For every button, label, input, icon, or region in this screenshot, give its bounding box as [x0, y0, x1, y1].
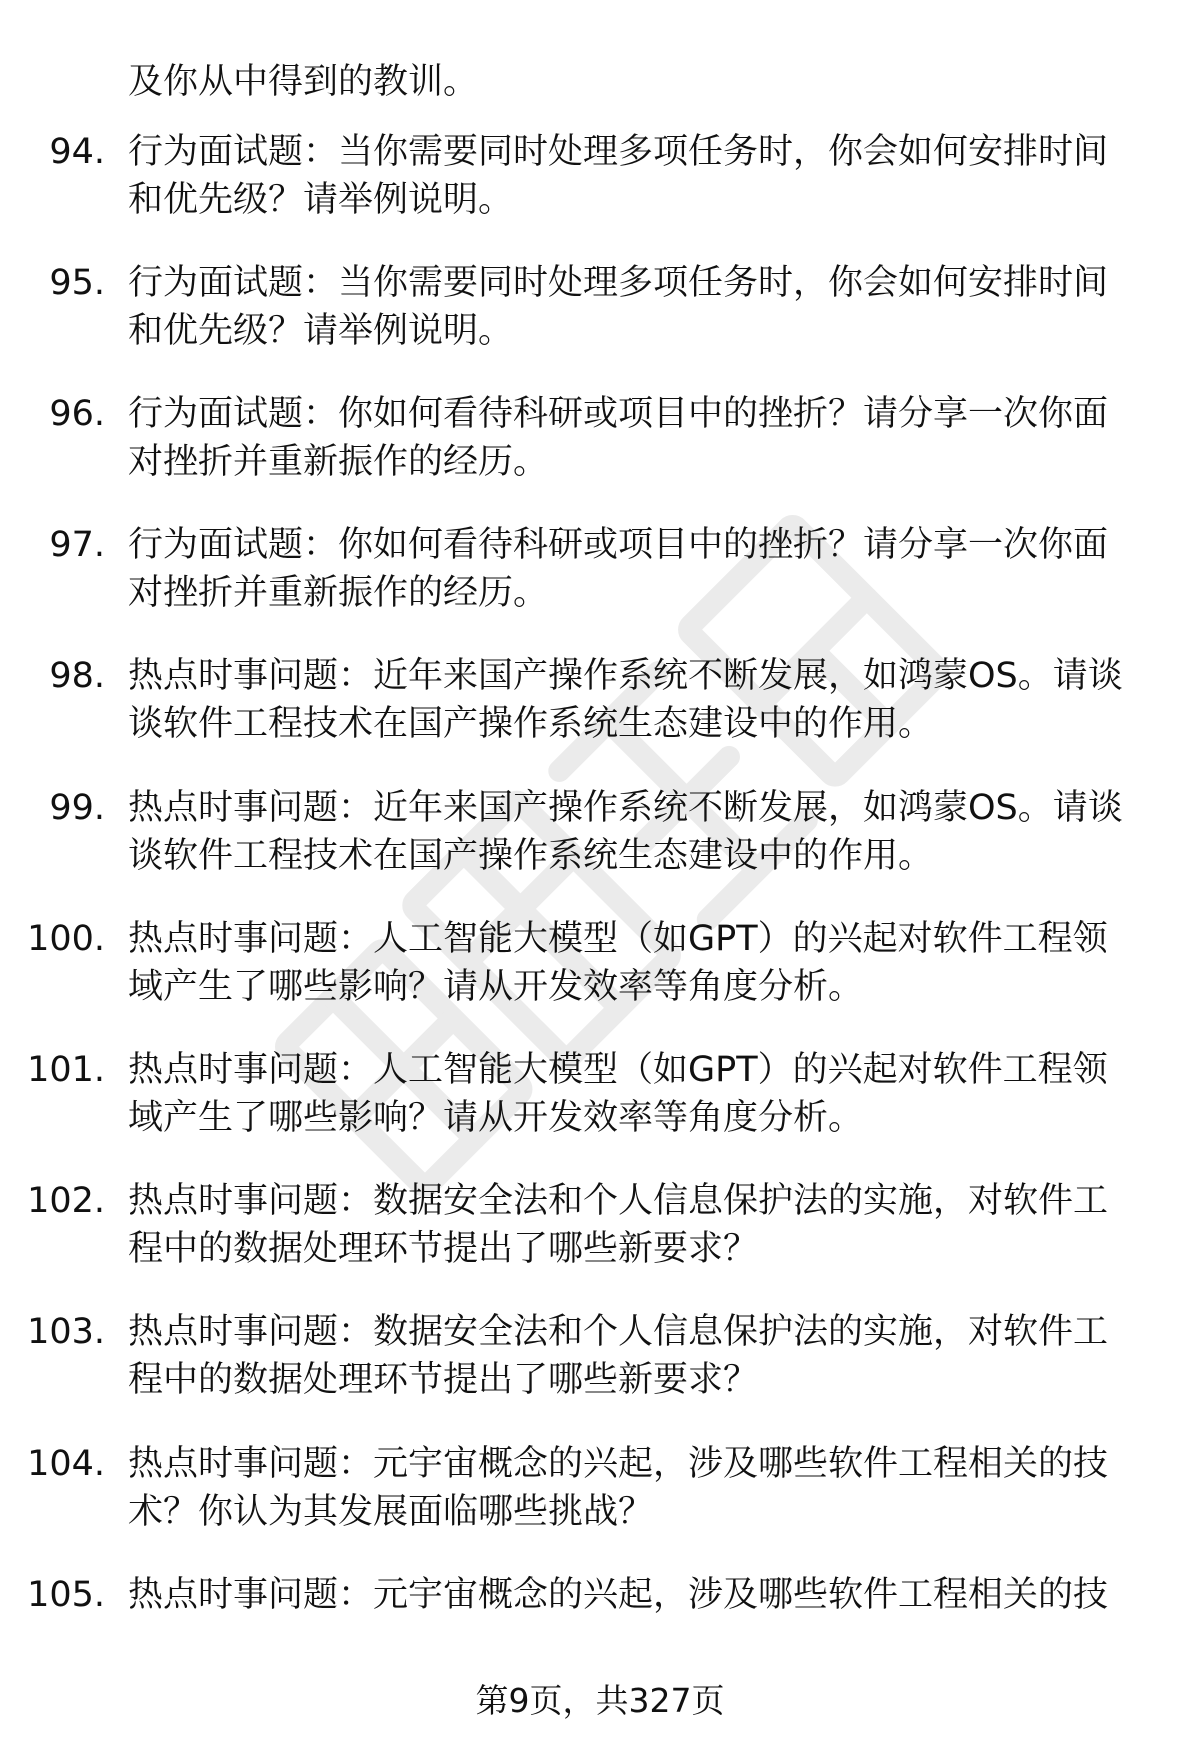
question-text-line: 域产生了哪些影响？请从开发效率等角度分析。 [128, 967, 864, 1007]
question-text-line: 域产生了哪些影响？请从开发效率等角度分析。 [128, 1098, 864, 1138]
question-number: 96. [49, 394, 105, 434]
question-number: 105. [27, 1575, 105, 1615]
question-text-line: 谈软件工程技术在国产操作系统生态建设中的作用。 [128, 704, 934, 744]
question-number: 98. [49, 656, 105, 696]
question-text-line: 热点时事问题：元宇宙概念的兴起，涉及哪些软件工程相关的技 [128, 1444, 1109, 1484]
question-text-line: 谈软件工程技术在国产操作系统生态建设中的作用。 [128, 836, 934, 876]
question-text-line: 行为面试题：当你需要同时处理多项任务时，你会如何安排时间 [128, 132, 1109, 172]
question-text-line: 对挫折并重新振作的经历。 [128, 573, 549, 613]
question-number: 100. [27, 919, 105, 959]
question-text-line: 行为面试题：你如何看待科研或项目中的挫折？请分享一次你面 [128, 525, 1109, 565]
question-number: 102. [27, 1181, 105, 1221]
question-text-line: 行为面试题：你如何看待科研或项目中的挫折？请分享一次你面 [128, 394, 1109, 434]
question-number: 104. [27, 1444, 105, 1484]
question-number: 94. [49, 132, 105, 172]
question-text-line: 行为面试题：当你需要同时处理多项任务时，你会如何安排时间 [128, 263, 1109, 303]
page-footer [0, 1677, 1200, 1725]
question-text-line: 热点时事问题：近年来国产操作系统不断发展，如鸿蒙OS。请谈 [128, 788, 1123, 828]
question-text-line: 程中的数据处理环节提出了哪些新要求？ [128, 1360, 759, 1400]
question-text-line: 热点时事问题：人工智能大模型（如GPT）的兴起对软件工程领 [128, 919, 1108, 959]
question-number: 95. [49, 263, 105, 303]
question-number: 101. [27, 1050, 105, 1090]
question-number: 99. [49, 788, 105, 828]
question-text-line: 和优先级？请举例说明。 [128, 180, 514, 220]
question-text-line: 热点时事问题：人工智能大模型（如GPT）的兴起对软件工程领 [128, 1050, 1108, 1090]
question-text-line: 术？你认为其发展面临哪些挑战？ [128, 1492, 654, 1532]
question-text-line: 热点时事问题：数据安全法和个人信息保护法的实施，对软件工 [128, 1312, 1109, 1352]
question-text-line: 热点时事问题：近年来国产操作系统不断发展，如鸿蒙OS。请谈 [128, 656, 1123, 696]
question-number: 97. [49, 525, 105, 565]
question-text-line: 热点时事问题：元宇宙概念的兴起，涉及哪些软件工程相关的技 [128, 1575, 1109, 1615]
question-text-line: 和优先级？请举例说明。 [128, 311, 514, 351]
question-text-line: 程中的数据处理环节提出了哪些新要求？ [128, 1229, 759, 1269]
page-number-label: 第9页，共327页 [475, 1681, 725, 1720]
question-text-line: 对挫折并重新振作的经历。 [128, 442, 549, 482]
question-number: 103. [27, 1312, 105, 1352]
question-text-line: 热点时事问题：数据安全法和个人信息保护法的实施，对软件工 [128, 1181, 1109, 1221]
continuation-text: 及你从中得到的教训。 [128, 62, 479, 102]
